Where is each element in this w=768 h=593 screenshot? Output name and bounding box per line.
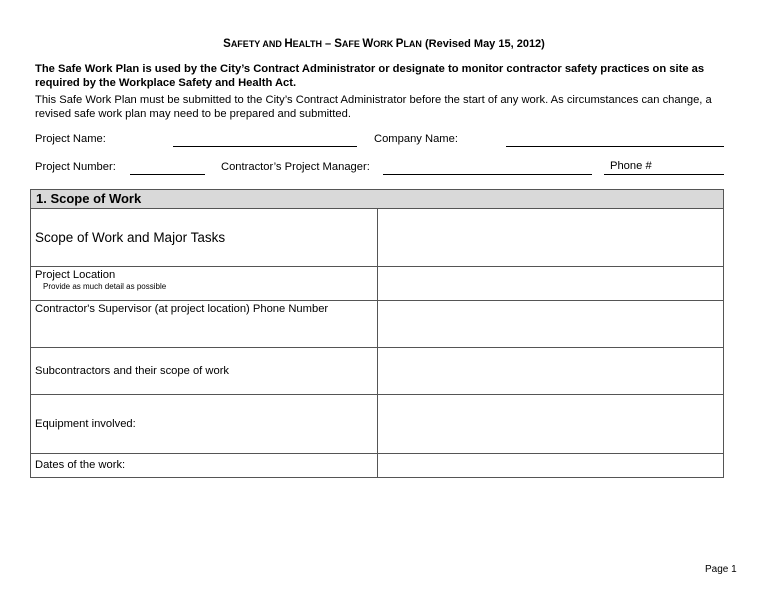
scope-of-work-table <box>30 189 724 478</box>
table-row <box>31 395 724 454</box>
subcontractors-input[interactable] <box>377 348 724 395</box>
document-title: SAFETY AND HEALTH – SAFE WORK PLAN (Revised May 15, 2012) <box>223 38 545 50</box>
contractor-pm-field[interactable] <box>383 174 592 175</box>
table-row <box>31 348 724 395</box>
scope-major-tasks-label: Scope of Work and Major Tasks <box>31 209 378 267</box>
contractor-supervisor-label: Contractor's Supervisor (at project location) Phone Number <box>31 301 378 348</box>
table-row <box>31 454 724 478</box>
intro-paragraph: This Safe Work Plan must be submitted to the City’s Contract Administrator before the start of any work. As circumstances can change, a revised safe work plan may need to be prepared and submitted. <box>35 94 712 120</box>
project-number-label: Project Number: <box>35 161 116 173</box>
project-name-label: Project Name: <box>35 133 106 145</box>
subcontractors-label: Subcontractors and their scope of work <box>31 348 378 395</box>
company-name-field[interactable] <box>506 146 724 147</box>
table-row <box>31 301 724 348</box>
section-heading: 1. Scope of Work <box>31 190 724 209</box>
equipment-label: Equipment involved: <box>31 395 378 454</box>
contractor-pm-label: Contractor’s Project Manager: <box>221 161 370 173</box>
contractor-supervisor-input[interactable] <box>377 301 724 348</box>
project-location-input[interactable] <box>377 267 724 301</box>
dates-input[interactable] <box>377 454 724 478</box>
equipment-input[interactable] <box>377 395 724 454</box>
project-location-cell <box>31 267 378 301</box>
project-location-label: Project Location <box>35 269 116 281</box>
company-name-label: Company Name: <box>374 133 458 145</box>
page-number: Page 1 <box>705 564 737 575</box>
project-number-field[interactable] <box>130 174 205 175</box>
intro-bold-paragraph: The Safe Work Plan is used by the City’s Contract Administrator or designate to monitor contractor safety practices on site as required by the Workplace Safety and Health Act. <box>35 63 705 89</box>
project-name-field[interactable] <box>173 146 357 147</box>
scope-major-tasks-input[interactable] <box>377 209 724 267</box>
dates-label: Dates of the work: <box>31 454 378 478</box>
project-location-hint: Provide as much detail as possible <box>43 282 167 291</box>
phone-field[interactable]: Phone # <box>604 160 724 175</box>
table-row <box>31 209 724 267</box>
table-row <box>31 267 724 301</box>
